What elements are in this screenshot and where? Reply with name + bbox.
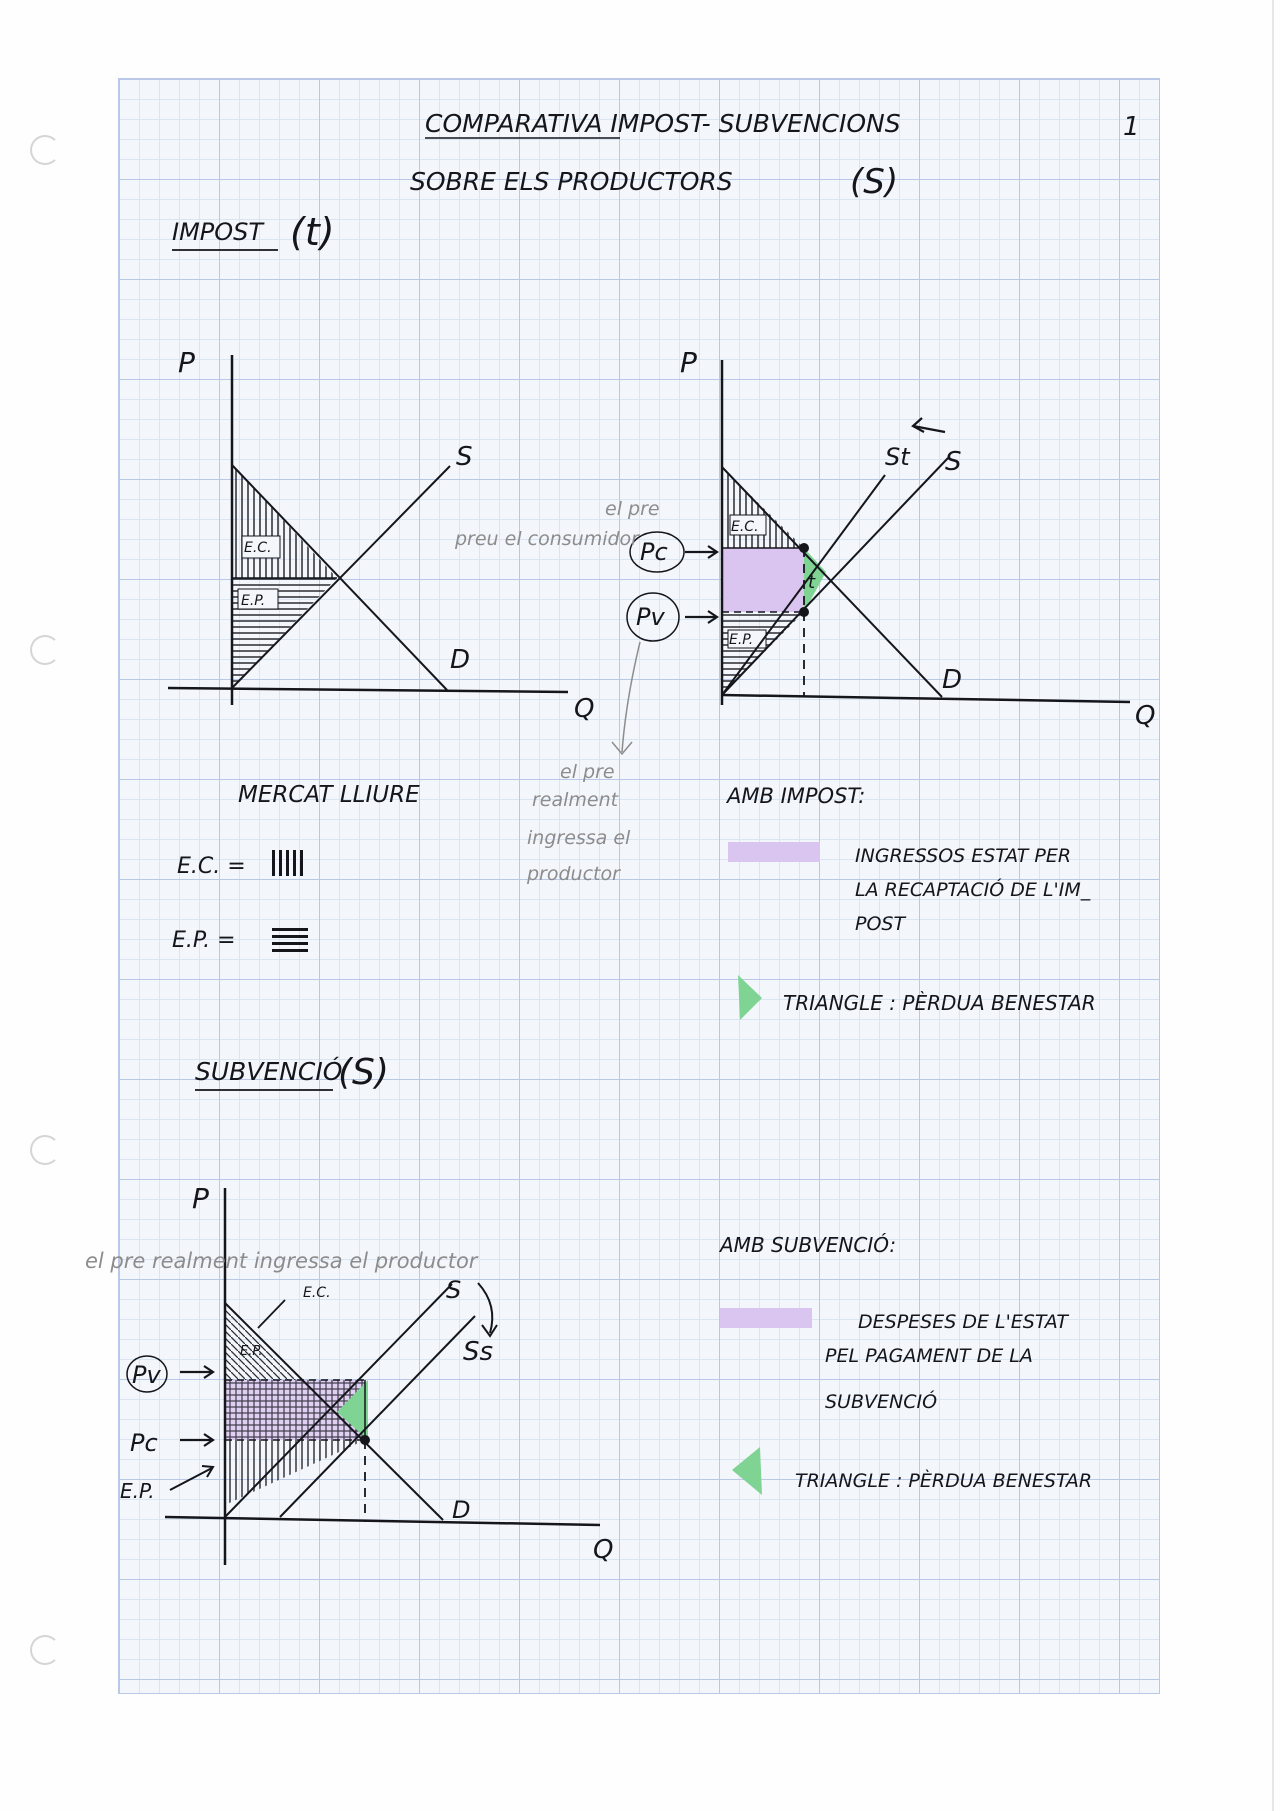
subsidy-cost-text-3: SUBVENCIÓ: [825, 1391, 938, 1413]
graph3-ep-label: E.P.: [240, 1344, 263, 1359]
tax-revenue-swatch: [728, 842, 820, 862]
pencil-note-pc-2: el pre: [605, 498, 660, 520]
graph1-axis-p-label: P: [178, 346, 195, 379]
page-number: 1: [1123, 112, 1140, 142]
graph2-supply-tax-label: St: [885, 443, 910, 471]
graph1-demand-label: D: [450, 645, 471, 675]
graph3-ep-small-label: E.P.: [120, 1479, 155, 1503]
page-title-symbol: (S): [850, 162, 899, 202]
impost-heading-symbol: (t): [290, 210, 335, 254]
pencil-note-pv-1: el pre: [560, 761, 615, 783]
pencil-note-pv-2: realment: [532, 789, 619, 811]
subsidy-deadweight-text: TRIANGLE : PÈRDUA BENESTAR: [795, 1470, 1093, 1492]
legend-ec-label: E.C. =: [177, 854, 246, 879]
axis-q: [168, 688, 568, 692]
graph3-axis-q-label: Q: [593, 1535, 614, 1565]
graph3-axis-p-label: P: [192, 1182, 209, 1215]
subvencio-heading: SUBVENCIÓ: [195, 1057, 343, 1086]
page-title-line2: SOBRE ELS PRODUCTORS: [410, 167, 733, 196]
pencil-note-pc-1: preu el consumidor: [455, 528, 639, 550]
tax-revenue-text-1: INGRESSOS ESTAT PER: [855, 845, 1072, 867]
graph2-supply-label: S: [945, 447, 962, 477]
graph2-tax-label: t: [808, 572, 816, 593]
legend-ep-label: E.P. =: [172, 928, 236, 953]
tax-deadweight-swatch: [738, 975, 762, 1020]
impost-heading: IMPOST: [172, 218, 264, 246]
graph3-supply-label: S: [446, 1276, 462, 1304]
graph2-pc-label: Pc: [640, 538, 668, 566]
tax-revenue-text-3: POST: [855, 913, 906, 935]
graph3-supply-subsidy-label: Ss: [463, 1337, 494, 1367]
axis-q: [165, 1517, 600, 1525]
graph1-axis-q-label: Q: [574, 694, 595, 724]
amb-subvencio-heading: AMB SUBVENCIÓ:: [720, 1233, 897, 1257]
graph3-ec-label: E.C.: [303, 1285, 331, 1301]
pencil-note-subsidy: el pre realment ingressa el productor: [85, 1249, 478, 1273]
subsidy-cost-text-2: PEL PAGAMENT DE LA: [825, 1345, 1033, 1367]
legend-ep-swatch: [272, 928, 308, 931]
pencil-note-pv-3: ingressa el: [527, 827, 631, 849]
legend-ec-swatch: [272, 850, 275, 876]
tax-deadweight-text: TRIANGLE : PÈRDUA BENESTAR: [783, 991, 1096, 1015]
graph2-axis-p-label: P: [680, 346, 697, 379]
subsidy-cost-text-1: DESPESES DE L'ESTAT: [858, 1311, 1068, 1333]
amb-impost-heading: AMB IMPOST:: [727, 784, 866, 808]
pencil-note-pv-4: productor: [527, 863, 620, 885]
graph2-ep-label: E.P.: [729, 632, 754, 648]
graph2-ec-label: E.C.: [731, 519, 759, 535]
graph3-demand-label: D: [452, 1496, 471, 1524]
graph2-axis-q-label: Q: [1135, 701, 1156, 731]
graph1-supply-label: S: [456, 442, 473, 472]
subsidy-deadweight-swatch: [732, 1447, 762, 1495]
subsidy-cost-swatch: [720, 1308, 812, 1328]
graph3-pc-label: Pc: [130, 1429, 158, 1457]
page-title-line1: COMPARATIVA IMPOST- SUBVENCIONS: [425, 109, 901, 138]
graph3-pv-label: Pv: [132, 1361, 161, 1389]
tax-revenue-text-2: LA RECAPTACIÓ DE L'IM_: [855, 879, 1091, 901]
axis-q: [722, 695, 1130, 702]
graph1-ec-label: E.C.: [244, 540, 272, 556]
graph2-pv-label: Pv: [636, 603, 665, 631]
graph-with-subsidy: [85, 1182, 613, 1565]
graph1-ep-label: E.P.: [241, 593, 266, 609]
graph2-demand-label: D: [942, 665, 963, 695]
caption-free-market: MERCAT LLIURE: [238, 782, 420, 808]
subvencio-heading-symbol: (S): [338, 1052, 389, 1093]
